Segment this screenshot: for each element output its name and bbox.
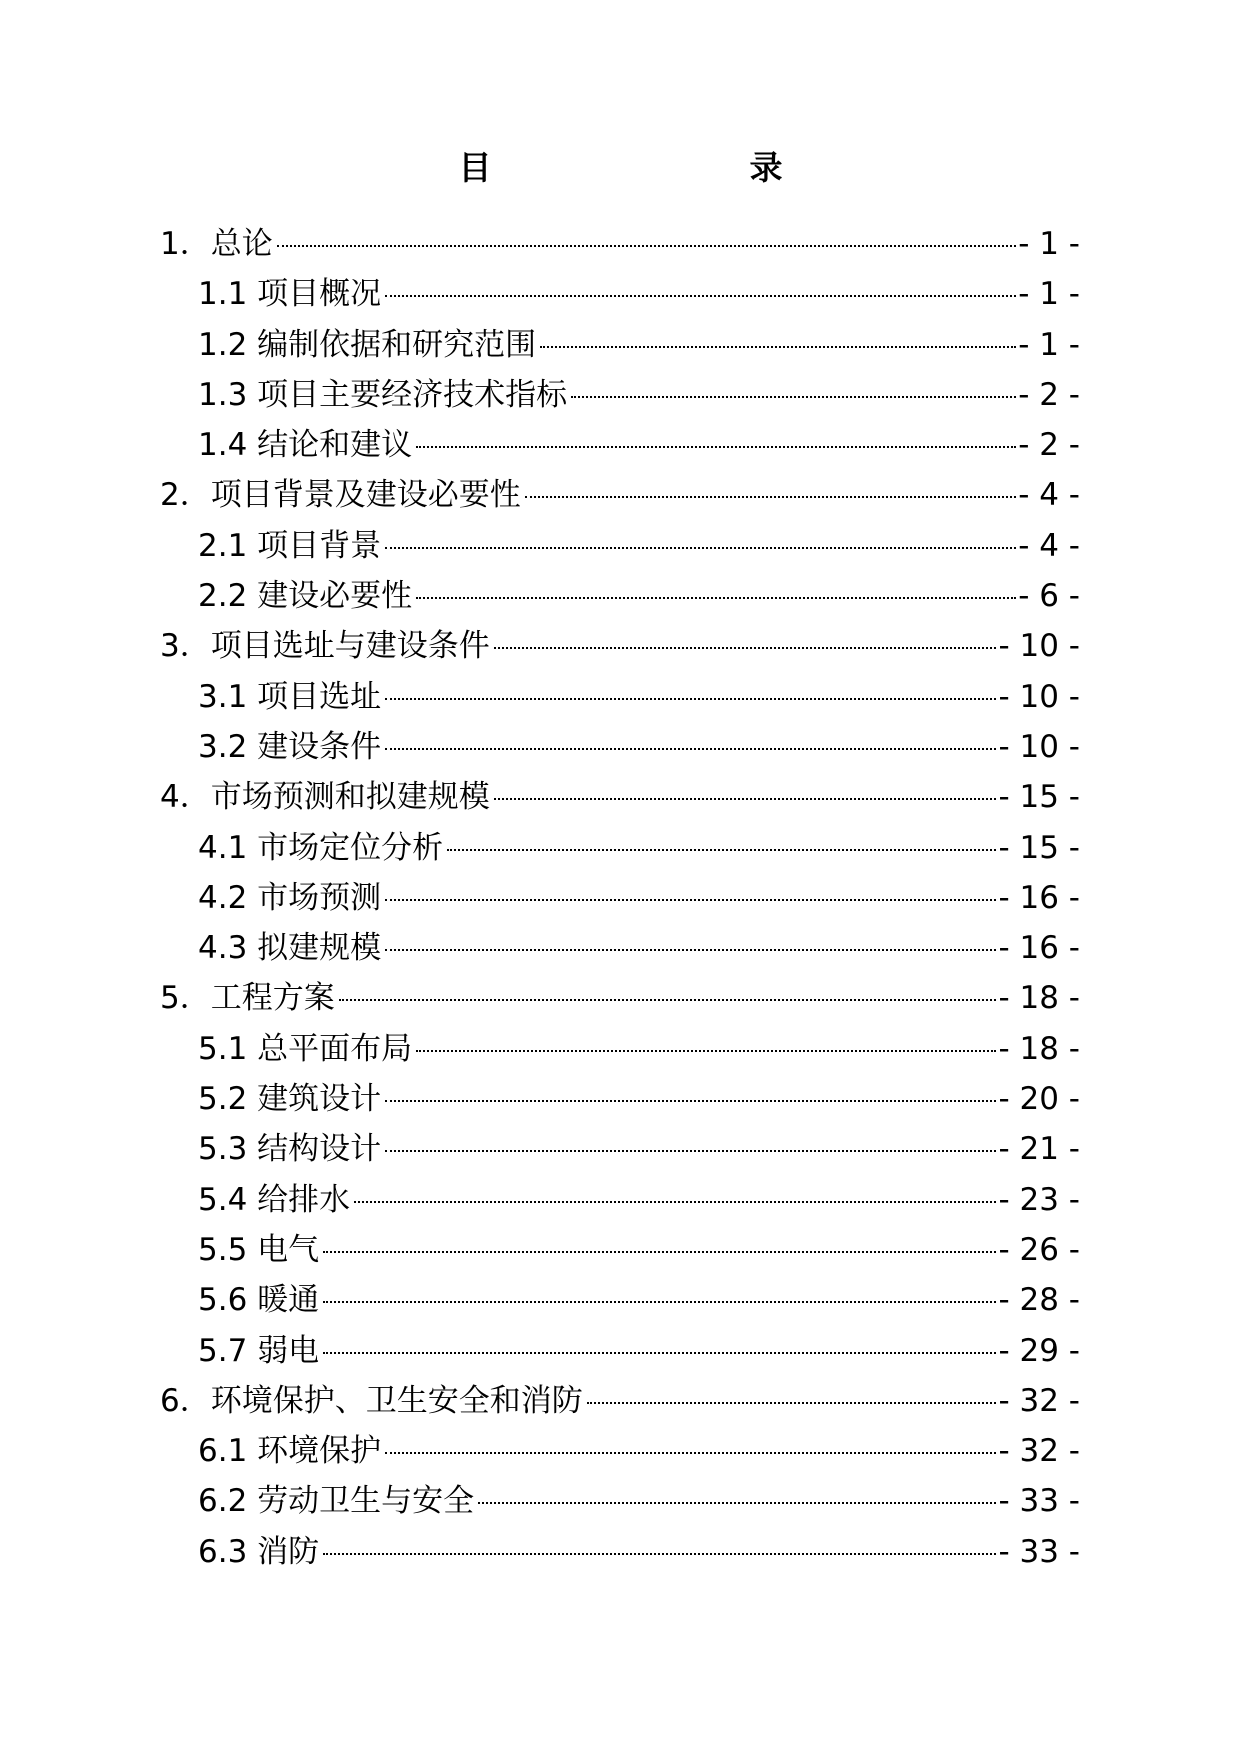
toc-page-number: - 2 - bbox=[1018, 427, 1080, 464]
toc-entry-title: 3.2 建设条件 bbox=[198, 728, 382, 765]
toc-dot-leader bbox=[385, 547, 1016, 549]
toc-chapter-entry[interactable] bbox=[160, 772, 1080, 822]
toc-page-number: - 15 - bbox=[998, 829, 1080, 866]
toc-page-number: - 6 - bbox=[1018, 578, 1080, 615]
toc-entry-title: 4.1 市场定位分析 bbox=[198, 829, 444, 866]
toc-page-number: - 20 - bbox=[998, 1081, 1080, 1118]
toc-dot-leader bbox=[277, 245, 1016, 247]
toc-entry-title: 6.3 消防 bbox=[198, 1533, 320, 1570]
toc-entry-title: 4.2 市场预测 bbox=[198, 879, 382, 916]
toc-page-number: - 26 - bbox=[998, 1231, 1080, 1268]
toc-dot-leader bbox=[587, 1402, 997, 1404]
toc-section-entry[interactable] bbox=[160, 1225, 1080, 1275]
toc-page-number: - 33 - bbox=[998, 1533, 1080, 1570]
toc-entry-title: 4.3 拟建规模 bbox=[198, 930, 382, 967]
toc-dot-leader bbox=[385, 1100, 996, 1102]
toc-chapter-entry[interactable] bbox=[160, 1376, 1080, 1426]
toc-page-number: - 10 - bbox=[998, 678, 1080, 715]
toc-entry-title: 2.1 项目背景 bbox=[198, 527, 382, 564]
toc-page-number: - 2 - bbox=[1018, 376, 1080, 413]
toc-chapter-entry[interactable] bbox=[160, 470, 1080, 520]
toc-dot-leader bbox=[494, 647, 997, 649]
toc-page-number: - 1 - bbox=[1018, 326, 1080, 363]
toc-dot-leader bbox=[354, 1201, 996, 1203]
toc-section-entry[interactable] bbox=[160, 269, 1080, 319]
toc-section-entry[interactable] bbox=[160, 420, 1080, 470]
toc-section-entry[interactable] bbox=[160, 1476, 1080, 1526]
toc-page-number: - 16 - bbox=[998, 930, 1080, 967]
toc-page-number: - 23 - bbox=[998, 1181, 1080, 1218]
toc-page-number: - 32 - bbox=[998, 1433, 1080, 1470]
toc-entry-title: 1.1 项目概况 bbox=[198, 276, 382, 313]
toc-entry-title: 2．项目背景及建设必要性 bbox=[160, 477, 521, 514]
toc-entry-title: 1.2 编制依据和研究范围 bbox=[198, 326, 537, 363]
toc-dot-leader bbox=[385, 949, 996, 951]
toc-section-entry[interactable] bbox=[160, 320, 1080, 370]
toc-entry-title: 4．市场预测和拟建规模 bbox=[160, 779, 490, 816]
toc-section-entry[interactable] bbox=[160, 722, 1080, 772]
toc-page-number: - 1 - bbox=[1018, 226, 1080, 262]
toc-section-entry[interactable] bbox=[160, 1275, 1080, 1325]
toc-dot-leader bbox=[385, 1452, 996, 1454]
toc-page-number: - 32 - bbox=[998, 1382, 1080, 1419]
toc-entry-title: 2.2 建设必要性 bbox=[198, 578, 413, 615]
toc-entry-title: 5.5 电气 bbox=[198, 1231, 320, 1268]
toc-dot-leader bbox=[385, 295, 1016, 297]
toc-section-entry[interactable] bbox=[160, 923, 1080, 973]
toc-list bbox=[160, 219, 1080, 1577]
toc-dot-leader bbox=[323, 1352, 996, 1354]
toc-section-entry[interactable] bbox=[160, 1527, 1080, 1577]
toc-page-number: - 29 - bbox=[998, 1332, 1080, 1369]
toc-title: 目 录 bbox=[458, 148, 847, 187]
toc-dot-leader bbox=[525, 496, 1016, 498]
toc-dot-leader bbox=[323, 1251, 996, 1253]
toc-chapter-entry[interactable] bbox=[160, 621, 1080, 671]
toc-entry-title: 5．工程方案 bbox=[160, 980, 335, 1017]
toc-dot-leader bbox=[416, 597, 1016, 599]
toc-dot-leader bbox=[478, 1502, 996, 1504]
toc-dot-leader bbox=[447, 849, 996, 851]
toc-page-number: - 15 - bbox=[998, 779, 1080, 816]
toc-section-entry[interactable] bbox=[160, 1074, 1080, 1124]
toc-section-entry[interactable] bbox=[160, 672, 1080, 722]
toc-section-entry[interactable] bbox=[160, 1175, 1080, 1225]
toc-entry-title: 1．总论 bbox=[160, 226, 273, 262]
toc-entry-title: 6．环境保护、卫生安全和消防 bbox=[160, 1382, 583, 1419]
toc-entry-title: 1.4 结论和建议 bbox=[198, 427, 413, 464]
toc-entry-title: 1.3 项目主要经济技术指标 bbox=[198, 376, 568, 413]
toc-chapter-entry[interactable] bbox=[160, 219, 1080, 269]
toc-dot-leader bbox=[540, 346, 1016, 348]
toc-page-number: - 4 - bbox=[1018, 527, 1080, 564]
toc-dot-leader bbox=[385, 748, 996, 750]
toc-entry-title: 5.1 总平面布局 bbox=[198, 1030, 413, 1067]
toc-page-number: - 10 - bbox=[998, 728, 1080, 765]
toc-section-entry[interactable] bbox=[160, 571, 1080, 621]
toc-page-number: - 16 - bbox=[998, 879, 1080, 916]
toc-entry-title: 5.4 给排水 bbox=[198, 1181, 351, 1218]
toc-entry-title: 5.3 结构设计 bbox=[198, 1131, 382, 1168]
toc-dot-leader bbox=[323, 1301, 996, 1303]
toc-dot-leader bbox=[571, 396, 1016, 398]
toc-section-entry[interactable] bbox=[160, 1326, 1080, 1376]
toc-dot-leader bbox=[416, 1050, 996, 1052]
toc-page-number: - 28 - bbox=[998, 1282, 1080, 1319]
toc-dot-leader bbox=[323, 1553, 996, 1555]
toc-page-number: - 1 - bbox=[1018, 276, 1080, 313]
toc-page-number: - 10 - bbox=[998, 628, 1080, 665]
toc-section-entry[interactable] bbox=[160, 1124, 1080, 1174]
toc-page-number: - 21 - bbox=[998, 1131, 1080, 1168]
toc-section-entry[interactable] bbox=[160, 1426, 1080, 1476]
toc-entry-title: 5.2 建筑设计 bbox=[198, 1081, 382, 1118]
toc-entry-title: 6.1 环境保护 bbox=[198, 1433, 382, 1470]
toc-dot-leader bbox=[385, 698, 996, 700]
toc-section-entry[interactable] bbox=[160, 370, 1080, 420]
toc-page-number: - 33 - bbox=[998, 1483, 1080, 1520]
toc-section-entry[interactable] bbox=[160, 823, 1080, 873]
toc-dot-leader bbox=[385, 1150, 996, 1152]
toc-entry-title: 3．项目选址与建设条件 bbox=[160, 628, 490, 665]
toc-dot-leader bbox=[385, 899, 996, 901]
toc-page-number: - 18 - bbox=[998, 1030, 1080, 1067]
toc-entry-title: 5.7 弱电 bbox=[198, 1332, 320, 1369]
toc-page-number: - 18 - bbox=[998, 980, 1080, 1017]
toc-dot-leader bbox=[416, 446, 1016, 448]
toc-entry-title: 3.1 项目选址 bbox=[198, 678, 382, 715]
toc-entry-title: 5.6 暖通 bbox=[198, 1282, 320, 1319]
toc-section-entry[interactable] bbox=[160, 873, 1080, 923]
toc-dot-leader bbox=[339, 999, 997, 1001]
toc-chapter-entry[interactable] bbox=[160, 973, 1080, 1023]
toc-section-entry[interactable] bbox=[160, 1024, 1080, 1074]
toc-section-entry[interactable] bbox=[160, 521, 1080, 571]
toc-dot-leader bbox=[494, 798, 997, 800]
toc-entry-title: 6.2 劳动卫生与安全 bbox=[198, 1483, 475, 1520]
toc-page-number: - 4 - bbox=[1018, 477, 1080, 514]
